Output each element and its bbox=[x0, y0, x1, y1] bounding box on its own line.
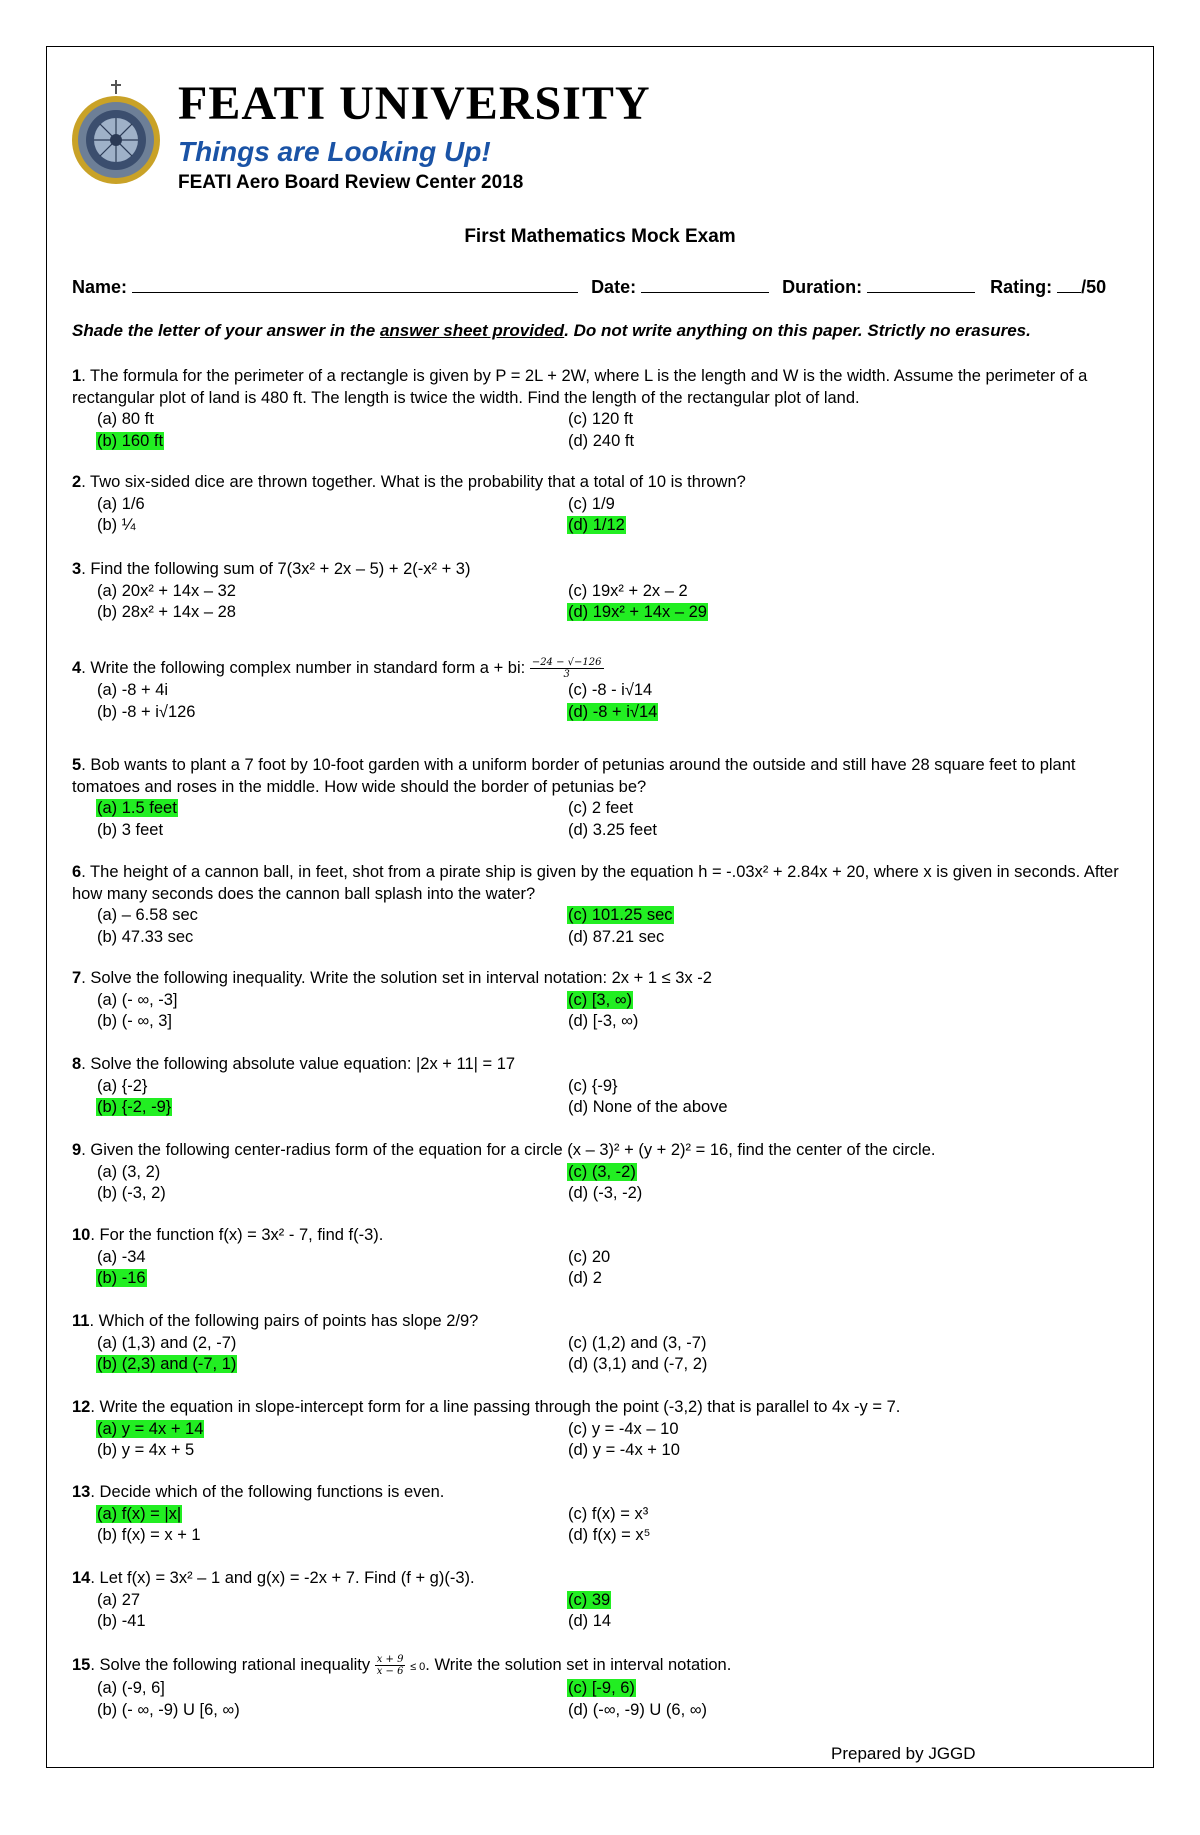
option: (b) -8 + i√126 bbox=[97, 702, 196, 721]
option: (d) (-3, -2) bbox=[568, 1184, 643, 1202]
university-slogan: Things are Looking Up! bbox=[178, 136, 491, 167]
option: (d) (-∞, -9) U (6, ∞) bbox=[568, 1700, 708, 1719]
option: (c) 101.25 sec bbox=[568, 906, 673, 924]
option: (b) (- ∞, 3] bbox=[97, 1012, 173, 1030]
option: (d) None of the above bbox=[568, 1098, 728, 1116]
prepared-by: Prepared by JGGD bbox=[831, 1744, 976, 1763]
question-stem: 12. Write the equation in slope-intercept form for a line passing through the point (-3,2) that is parallel to 4x -y = 7. bbox=[72, 1398, 901, 1416]
question-stem: 3. Find the following sum of 7(3x² + 2x – 5) + 2(-x² + 3) bbox=[72, 560, 471, 578]
option: (a) 20x² + 14x – 32 bbox=[97, 581, 236, 600]
question-11 bbox=[72, 1311, 1132, 1376]
option: (d) f(x) = x⁵ bbox=[568, 1526, 651, 1544]
option: (a) (-9, 6] bbox=[97, 1679, 165, 1698]
question-13 bbox=[72, 1482, 1132, 1547]
question-4 bbox=[72, 657, 1132, 723]
question-5 bbox=[72, 755, 1132, 841]
question-9 bbox=[72, 1140, 1132, 1205]
option: (b) (2,3) and (-7, 1) bbox=[97, 1355, 237, 1373]
rating-label: Rating: bbox=[990, 277, 1053, 297]
option: (c) 20 bbox=[568, 1247, 611, 1266]
option: (b) f(x) = x + 1 bbox=[97, 1526, 201, 1544]
review-center: FEATI Aero Board Review Center 2018 bbox=[178, 172, 524, 193]
option: (d) 2 bbox=[568, 1269, 602, 1287]
question-stem: 13. Decide which of the following functions is even. bbox=[72, 1483, 445, 1501]
option: (c) 39 bbox=[568, 1590, 611, 1609]
option: (d) 14 bbox=[568, 1612, 612, 1630]
question-stem: 6. The height of a cannon ball, in feet, shot from a pirate ship is given by the equation h = -.03x² + 2.84x + 20, where x is given in seconds. After how many seconds does the cannon ball splash into the water? bbox=[72, 863, 1119, 903]
option: (c) (3, -2) bbox=[568, 1162, 636, 1181]
question-formula: $\frac{x + 9}{x - 6}$ bbox=[376, 1654, 404, 1677]
option: (b) y = 4x + 5 bbox=[97, 1441, 195, 1459]
question-stem: 7. Solve the following inequality. Write the solution set in interval notation: 2x + 1 ≤ 3x -2 bbox=[72, 969, 712, 987]
name-row bbox=[72, 276, 1106, 298]
option: (b) -16 bbox=[97, 1269, 146, 1287]
answer-sheet-phrase: answer sheet provided bbox=[379, 321, 565, 340]
question-8 bbox=[72, 1054, 1132, 1119]
question-stem: 9. Given the following center-radius form of the equation for a circle (x – 3)² + (y + 2)² = 16, find the center of the circle. bbox=[72, 1141, 936, 1159]
option: (b) {-2, -9} bbox=[97, 1098, 172, 1116]
option: (b) 28x² + 14x – 28 bbox=[97, 603, 236, 621]
option: (a) y = 4x + 14 bbox=[97, 1419, 204, 1438]
option: (d) 1/12 bbox=[568, 516, 625, 534]
option: (d) 19x² + 14x – 29 bbox=[568, 603, 707, 621]
date-label: Date: bbox=[591, 277, 637, 297]
option: (c) 2 feet bbox=[568, 799, 634, 817]
option: (d) 3.25 feet bbox=[568, 820, 657, 839]
option: (c) [3, ∞) bbox=[568, 990, 633, 1009]
option: (a) -8 + 4i bbox=[97, 681, 169, 699]
option: (c) y = -4x – 10 bbox=[568, 1419, 679, 1438]
option: (a) (3, 2) bbox=[97, 1162, 161, 1181]
rating-total: /50 bbox=[1081, 277, 1107, 297]
option: (b) (-3, 2) bbox=[97, 1184, 166, 1202]
instructions: Shade the letter of your answer in the answer sheet provided. Do not write anything on this paper. Strictly no erasures. bbox=[72, 321, 1031, 340]
option: (b) -41 bbox=[97, 1612, 146, 1630]
exam-title: First Mathematics Mock Exam bbox=[464, 226, 736, 247]
duration-label: Duration: bbox=[782, 277, 863, 297]
option: (c) -8 - i√14 bbox=[568, 681, 653, 699]
question-stem: 8. Solve the following absolute value equation: |2x + 11| = 17 bbox=[72, 1055, 516, 1073]
question-14 bbox=[72, 1568, 1132, 1633]
university-name: FEATI UNIVERSITY bbox=[178, 77, 651, 130]
question-stem: 10. For the function f(x) = 3x² - 7, find f(-3). bbox=[72, 1226, 384, 1244]
option: (d) y = -4x + 10 bbox=[568, 1441, 680, 1459]
option: (a) (- ∞, -3] bbox=[97, 990, 178, 1009]
option: (b) 160 ft bbox=[97, 431, 164, 450]
option: (b) ¼ bbox=[97, 516, 136, 534]
option: (c) 1/9 bbox=[568, 494, 615, 513]
question-stem: 4. Write the following complex number in standard form a + bi: $\frac{-24 - √-126}{3}$ bbox=[72, 657, 602, 680]
rating-blank bbox=[1057, 276, 1081, 293]
date-blank bbox=[641, 276, 769, 293]
option: (d) (3,1) and (-7, 2) bbox=[568, 1355, 708, 1373]
option: (c) {-9} bbox=[568, 1076, 618, 1095]
university-seal-logo bbox=[70, 78, 162, 190]
question-stem: 11. Which of the following pairs of points has slope 2/9? bbox=[72, 1312, 479, 1330]
question-stem: 2. Two six-sided dice are thrown together. What is the probability that a total of 10 is thrown? bbox=[72, 473, 746, 491]
option: (d) -8 + i√14 bbox=[568, 702, 658, 721]
option: (a) 1.5 feet bbox=[97, 799, 177, 817]
name-label: Name: bbox=[72, 277, 128, 297]
option: (a) 27 bbox=[97, 1590, 141, 1609]
option: (d) 240 ft bbox=[568, 431, 635, 450]
duration-blank bbox=[867, 276, 975, 293]
option: (a) 80 ft bbox=[97, 410, 154, 428]
question-stem: 5. Bob wants to plant a 7 foot by 10-foot garden with a uniform border of petunias around the outside and still have 28 square feet to plant tomatoes and roses in the middle. How wide should the border of petunias be? bbox=[72, 756, 1076, 796]
option: (d) 87.21 sec bbox=[568, 927, 665, 946]
question-6 bbox=[72, 862, 1132, 948]
question-15 bbox=[72, 1654, 1132, 1721]
option: (c) [-9, 6) bbox=[568, 1679, 635, 1698]
option: (a) 1/6 bbox=[97, 494, 145, 513]
option: (d) [-3, ∞) bbox=[568, 1012, 639, 1030]
option: (b) 47.33 sec bbox=[97, 927, 194, 946]
option: (c) f(x) = x³ bbox=[568, 1504, 649, 1523]
name-blank bbox=[132, 276, 578, 293]
question-stem: 15. Solve the following rational inequality $\frac{x + 9}{x - 6}$ ≤ 0. Write the solution set in interval notation. bbox=[72, 1654, 732, 1677]
option: (a) -34 bbox=[97, 1247, 146, 1266]
option: (a) (1,3) and (2, -7) bbox=[97, 1333, 237, 1352]
option: (a) – 6.58 sec bbox=[97, 906, 198, 924]
option: (b) (- ∞, -9) U [6, ∞) bbox=[97, 1700, 240, 1719]
question-stem: 1. The formula for the perimeter of a rectangle is given by P = 2L + 2W, where L is the length and W is the width. Assume the perimeter of a rectangular plot of land is 480 ft. The length is twice the width. Find the length of the rectangular plot of land. bbox=[72, 367, 1088, 407]
question-3 bbox=[72, 559, 1132, 624]
option: (c) 120 ft bbox=[568, 410, 634, 428]
option: (b) 3 feet bbox=[97, 820, 164, 839]
question-12 bbox=[72, 1397, 1132, 1462]
question-10 bbox=[72, 1225, 1132, 1290]
question-1 bbox=[72, 366, 1132, 452]
option: (c) 19x² + 2x – 2 bbox=[568, 581, 688, 600]
question-stem: 14. Let f(x) = 3x² – 1 and g(x) = -2x + 7. Find (f + g)(-3). bbox=[72, 1569, 475, 1587]
option: (c) (1,2) and (3, -7) bbox=[568, 1333, 707, 1352]
question-7 bbox=[72, 968, 1132, 1033]
question-formula: $\frac{-24 - √-126}{3}$ bbox=[531, 657, 602, 680]
question-2 bbox=[72, 472, 1132, 537]
option: (a) f(x) = |x| bbox=[97, 1504, 182, 1523]
option: (a) {-2} bbox=[97, 1076, 148, 1095]
